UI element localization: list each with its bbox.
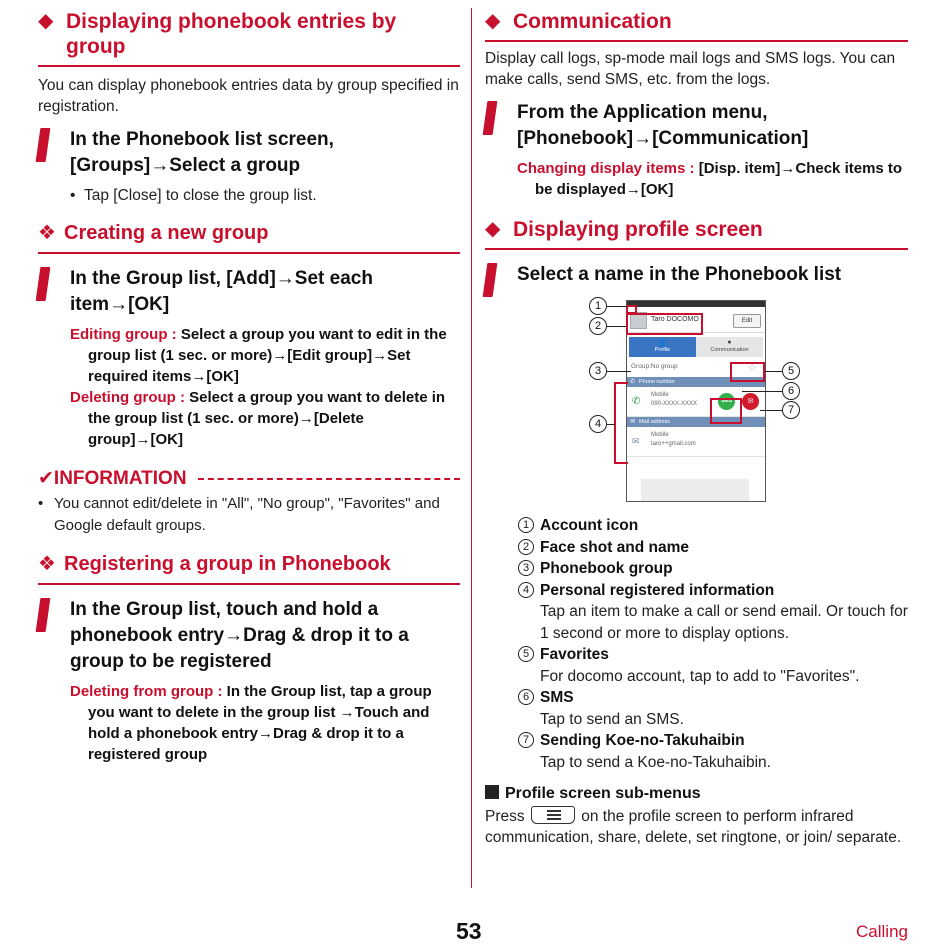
step-number-icon: [483, 101, 498, 135]
tab-profile[interactable]: [629, 337, 696, 357]
sms-icon[interactable]: SMS: [718, 393, 735, 410]
heading-text: Displaying phonebook entries by group: [66, 10, 397, 58]
tab-label: Profile: [654, 347, 671, 353]
note-label: Changing display items :: [517, 160, 699, 177]
person-icon: 👤: [658, 340, 667, 347]
heading-text: Displaying profile screen: [513, 218, 763, 241]
callout-line: [607, 306, 627, 307]
note-content: In the Group list, tap a group you want to delete in the group list →Touch and hold a phonebook entry→Drag & drop it to a registered group: [88, 683, 432, 763]
legend-number: 5: [518, 646, 534, 662]
legend-item: [518, 644, 908, 687]
clover-icon: ❖: [38, 222, 56, 244]
note-label: Deleting group :: [70, 389, 190, 406]
step-text: In the Group list, [Add]→Set each item→[OK]: [70, 268, 373, 315]
profile-name: Taro DOCOMO: [651, 316, 699, 323]
dashed-rule: [198, 478, 460, 480]
entry-value: 090-XXXX-XXXX: [651, 401, 698, 407]
information-heading: [38, 467, 460, 491]
favorite-star-icon[interactable]: ☆: [747, 362, 757, 374]
column-divider: [471, 8, 472, 888]
step-text: In the Group list, touch and hold a phonebook entry→Drag & drop it to a group to be registered: [70, 599, 409, 672]
section-heading-communication: [485, 9, 908, 42]
legend-description: Tap an item to make a call or send email. Or touch for 1 second or more to display options.: [540, 603, 908, 642]
header-text: Mail address: [639, 419, 671, 425]
section-heading-profile-screen: [485, 217, 908, 250]
entry-type: Mobile: [651, 432, 669, 438]
step-text: From the Application menu, [Phonebook]→[Communication]: [517, 102, 809, 149]
menu-key-icon: [531, 806, 575, 824]
callout-box-face-shot: [626, 313, 703, 335]
section-heading-create-group: [38, 221, 460, 254]
submenu-heading: [485, 785, 908, 803]
legend-description: Tap to send an SMS.: [540, 710, 684, 728]
chat-icon: ●: [727, 339, 732, 346]
intro-text: Display call logs, sp-mode mail logs and SMS logs. You can make calls, send SMS, etc. from the logs.: [485, 50, 896, 88]
callout-number-4: 4: [589, 415, 607, 433]
legend-item: [518, 558, 908, 580]
edit-button[interactable]: Edit: [733, 314, 761, 328]
legend-title: Sending Koe-no-Takuhaibin: [540, 732, 745, 749]
entry-value: taro++gmail.com: [651, 441, 696, 447]
note-content: Select a group you want to delete in the group list (1 sec. or more)→[Delete group]→[OK]: [88, 389, 446, 448]
bullet-text: Tap [Close] to close the group list.: [84, 187, 317, 204]
note-editing-group: [38, 324, 460, 387]
diamond-icon: ◆: [38, 10, 54, 32]
callout-number-6: 6: [782, 382, 800, 400]
legend-number: 3: [518, 560, 534, 576]
step-1: [38, 266, 460, 318]
heading-text: Registering a group in Phonebook: [64, 553, 391, 575]
chapter-label: Calling: [856, 922, 908, 941]
step-1: [38, 597, 460, 675]
profile-tabs: [629, 337, 763, 357]
submenu-text-before: Press: [485, 808, 525, 825]
legend-number: 1: [518, 517, 534, 533]
heading-text: Communication: [513, 10, 672, 33]
legend-title: Favorites: [540, 646, 609, 663]
step-number-icon: [483, 263, 498, 297]
callout-line: [607, 371, 631, 372]
callout-number-2: 2: [589, 317, 607, 335]
step-text: In the Phonebook list screen, [Groups]→Select a group: [70, 129, 334, 176]
envelope-icon: ✉: [632, 436, 640, 446]
group-text: Group:No group: [631, 363, 678, 370]
callout-number-1: 1: [589, 297, 607, 315]
mail-entry[interactable]: [627, 427, 765, 457]
callout-box-favorites: [730, 362, 765, 382]
submenu-title: Profile screen sub-menus: [505, 785, 701, 802]
legend-number: 2: [518, 539, 534, 555]
step-number-icon: [36, 598, 51, 632]
legend-description: Tap to send a Koe-no-Takuhaibin.: [540, 753, 771, 771]
step-1: [38, 127, 460, 179]
koe-no-takuhaibin-icon[interactable]: ✉: [742, 393, 759, 410]
bottom-area: [641, 479, 749, 501]
mail-icon: ✉: [630, 419, 636, 425]
legend-title: Face shot and name: [540, 538, 690, 556]
callout-legend: [485, 515, 908, 773]
section-heading-register-group: [38, 552, 460, 585]
bullet-dot-icon: •: [70, 187, 76, 204]
mail-address-header: [627, 417, 765, 427]
bullet-dot-icon: •: [38, 495, 44, 512]
callout-line: [760, 410, 782, 411]
note-label: Deleting from group :: [70, 683, 227, 700]
legend-title: SMS: [540, 689, 574, 706]
diamond-icon: ◆: [485, 10, 501, 32]
note-deleting-group: [38, 387, 460, 450]
callout-number-5: 5: [782, 362, 800, 380]
step-number-icon: [36, 267, 51, 301]
callout-bracket-personal-info: [614, 382, 628, 464]
header-text: Phone number: [639, 379, 676, 385]
note-changing-display-items: [485, 158, 908, 200]
information-text: You cannot edit/delete in "All", "No group", "Favorites" and Google default groups.: [54, 495, 440, 534]
step-1: [485, 100, 908, 152]
callout-line: [607, 326, 627, 327]
submenu-text-after: on the profile screen to perform infrared communication, share, delete, set ringtone, or join/ separate.: [485, 808, 902, 846]
clover-icon: ❖: [38, 553, 56, 575]
legend-number: 4: [518, 582, 534, 598]
callout-line: [765, 371, 782, 372]
intro-text: You can display phonebook entries data by group specified in registration.: [38, 77, 459, 115]
bullet-item: [38, 185, 460, 206]
legend-item: [518, 730, 908, 773]
page-number: 53: [456, 918, 482, 944]
step-text: Select a name in the Phonebook list: [517, 264, 842, 285]
submenu-text: [485, 806, 908, 848]
step-1: [485, 262, 908, 288]
legend-number: 6: [518, 689, 534, 705]
diamond-icon: ◆: [485, 218, 501, 240]
legend-title: Account icon: [540, 517, 639, 534]
callout-box-sms: [710, 398, 742, 424]
legend-description: For docomo account, tap to add to "Favorites".: [540, 667, 860, 685]
legend-title: Personal registered information: [540, 581, 775, 599]
tab-communication[interactable]: [696, 337, 763, 357]
note-deleting-from-group: [38, 681, 460, 765]
left-column: [38, 0, 460, 765]
tab-label: Communication: [710, 347, 749, 353]
heading-text: Creating a new group: [64, 222, 269, 244]
note-content: Select a group you want to edit in the group list (1 sec. or more)→[Edit group]→Set required items→[OK]: [88, 326, 447, 385]
callout-line: [607, 424, 615, 425]
legend-item: [518, 537, 908, 559]
legend-item: [518, 687, 908, 730]
callout-number-3: 3: [589, 362, 607, 380]
information-title: ✔INFORMATION: [38, 467, 191, 490]
note-label: Editing group :: [70, 326, 181, 343]
phone-icon: ✆: [630, 379, 636, 385]
call-icon: ✆: [632, 396, 641, 407]
callout-line: [742, 391, 782, 392]
legend-item: [518, 515, 908, 537]
legend-number: 7: [518, 732, 534, 748]
legend-title: Phonebook group: [540, 560, 673, 577]
entry-type: Mobile: [651, 392, 669, 398]
note-content: [Disp. item]→Check items to be displayed→[OK]: [535, 160, 903, 198]
section-heading-group-display: [38, 9, 460, 67]
callout-number-7: 7: [782, 401, 800, 419]
square-bullet-icon: [485, 785, 499, 799]
step-number-icon: [36, 128, 51, 162]
information-item: [38, 493, 460, 537]
legend-item: [518, 580, 908, 645]
